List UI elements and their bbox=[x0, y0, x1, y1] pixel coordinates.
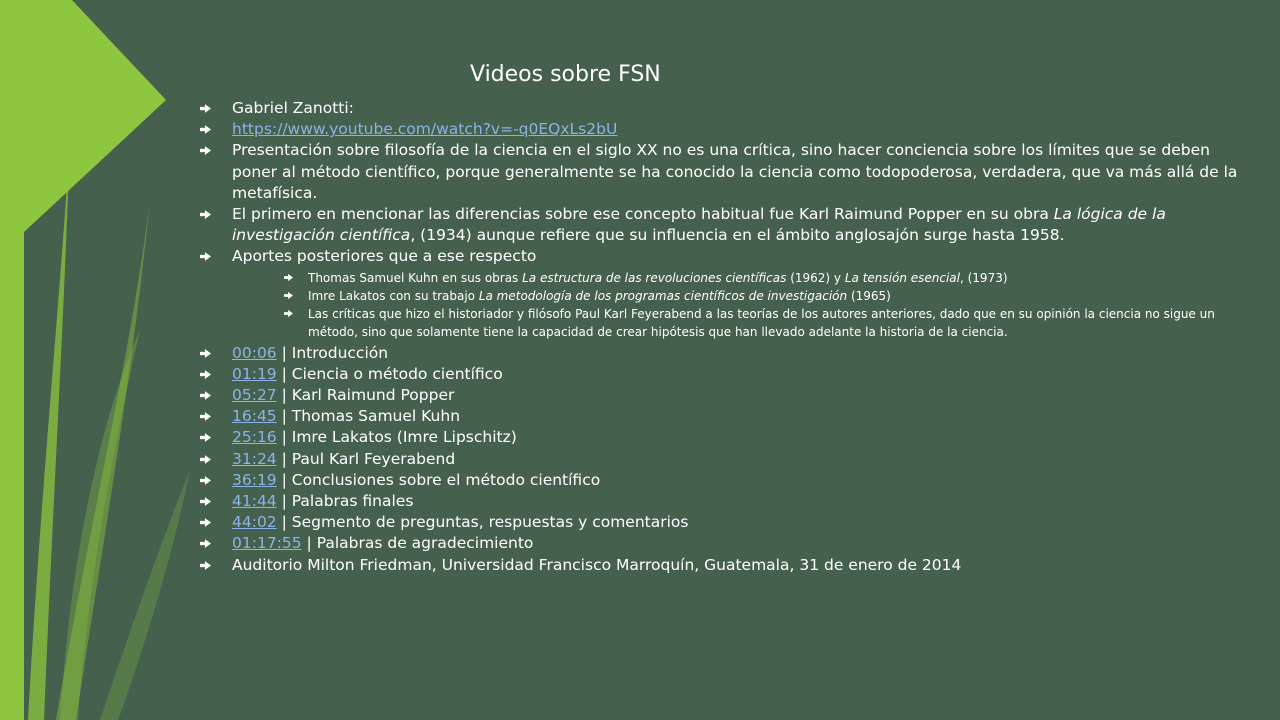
timestamp-link[interactable]: 25:16 bbox=[232, 428, 277, 447]
timestamp-link[interactable]: 01:19 bbox=[232, 364, 277, 383]
grass-blade bbox=[100, 470, 190, 720]
sub-list-item bbox=[280, 269, 1238, 287]
timestamp-item bbox=[198, 491, 1238, 512]
accent-wedge bbox=[24, 0, 166, 232]
timestamp-link[interactable]: 00:06 bbox=[232, 343, 277, 362]
popper-text-after: , (1934) aunque refiere que su influencia en el ámbito anglosajón surge hasta 1958. bbox=[410, 226, 1065, 245]
venue-text: Auditorio Milton Friedman, Universidad Francisco Marroquín, Guatemala, 31 de enero de 2014 bbox=[232, 555, 962, 574]
video-link[interactable]: https://www.youtube.com/watch?v=-q0EQxLs2bU bbox=[232, 120, 618, 139]
timestamp-label: | Thomas Samuel Kuhn bbox=[276, 407, 461, 426]
kuhn-after: , (1973) bbox=[959, 270, 1008, 285]
timestamp-label: | Palabras de agradecimiento bbox=[301, 534, 534, 553]
arrow-right-icon bbox=[200, 145, 211, 156]
list-item bbox=[198, 140, 1238, 204]
timestamp-link[interactable]: 44:02 bbox=[232, 513, 277, 532]
arrow-right-icon bbox=[200, 517, 211, 528]
timestamp-link[interactable]: 31:24 bbox=[232, 449, 277, 468]
list-item bbox=[198, 98, 1238, 119]
timestamp-label: | Conclusiones sobre el método científico bbox=[276, 470, 601, 489]
arrow-right-icon bbox=[200, 348, 211, 359]
lakatos-work: La metodología de los programas científicos de investigación bbox=[478, 288, 848, 303]
timestamp-link[interactable]: 01:17:55 bbox=[232, 534, 302, 553]
arrow-right-icon bbox=[284, 309, 293, 318]
slide-content bbox=[198, 98, 1238, 576]
slide-title: Videos sobre FSN bbox=[470, 62, 661, 87]
kuhn-before: Thomas Samuel Kuhn en sus obras bbox=[308, 270, 523, 285]
timestamp-label: | Ciencia o método científico bbox=[276, 364, 503, 383]
timestamp-item bbox=[198, 343, 1238, 364]
timestamp-label: | Segmento de preguntas, respuestas y comentarios bbox=[276, 513, 689, 532]
timestamp-item bbox=[198, 533, 1238, 554]
arrow-right-icon bbox=[200, 560, 211, 571]
arrow-right-icon bbox=[200, 369, 211, 380]
sub-list-item bbox=[280, 287, 1238, 305]
timestamp-label: | Introducción bbox=[276, 343, 389, 362]
arrow-right-icon bbox=[200, 475, 211, 486]
timestamp-label: | Karl Raimund Popper bbox=[276, 386, 455, 405]
kuhn-mid: (1962) y bbox=[786, 270, 845, 285]
timestamp-link[interactable]: 41:44 bbox=[232, 492, 277, 511]
list-item bbox=[198, 555, 1238, 576]
arrow-right-icon bbox=[284, 291, 293, 300]
timestamp-link[interactable]: 36:19 bbox=[232, 470, 277, 489]
arrow-right-icon bbox=[200, 251, 211, 262]
lakatos-after: (1965) bbox=[847, 288, 891, 303]
timestamp-item bbox=[198, 427, 1238, 448]
arrow-right-icon bbox=[200, 496, 211, 507]
timestamp-list bbox=[198, 343, 1238, 555]
speaker-text: Gabriel Zanotti: bbox=[232, 99, 354, 117]
timestamp-item bbox=[198, 385, 1238, 406]
popper-text-before: El primero en mencionar las diferencias sobre ese concepto habitual fue Karl Raimund Popper en su obra bbox=[232, 205, 1054, 224]
sub-bullet-list bbox=[232, 269, 1238, 341]
arrow-right-icon bbox=[200, 209, 211, 220]
timestamp-item bbox=[198, 512, 1238, 533]
arrow-right-icon bbox=[200, 538, 211, 549]
lakatos-before: Imre Lakatos con su trabajo bbox=[308, 288, 479, 303]
timestamp-link[interactable]: 16:45 bbox=[232, 407, 277, 426]
arrow-right-icon bbox=[200, 390, 211, 401]
timestamp-item bbox=[198, 449, 1238, 470]
timestamp-item bbox=[198, 406, 1238, 427]
list-item bbox=[198, 204, 1238, 246]
timestamp-label: | Imre Lakatos (Imre Lipschitz) bbox=[276, 428, 517, 447]
venue-list bbox=[198, 555, 1238, 576]
list-item bbox=[198, 119, 1238, 140]
timestamp-label: | Palabras finales bbox=[276, 492, 414, 511]
kuhn-work1: La estructura de las revoluciones científicas bbox=[522, 270, 787, 285]
sub-list-item bbox=[280, 305, 1238, 341]
feyerabend-text: Las críticas que hizo el historiador y filósofo Paul Karl Feyerabend a las teorías de los autores anteriores, dado que en su opinión la ciencia no sigue un método, sino que solamente tiene la capacidad de crear hipótesis que han llevado adelante la historia de la ciencia. bbox=[308, 306, 1215, 339]
grass-blade bbox=[28, 140, 70, 720]
arrow-right-icon bbox=[284, 273, 293, 282]
arrow-right-icon bbox=[200, 454, 211, 465]
list-item bbox=[198, 246, 1238, 340]
kuhn-work2: La tensión esencial bbox=[844, 270, 960, 285]
timestamp-item bbox=[198, 470, 1238, 491]
presentation-text: Presentación sobre filosofía de la ciencia en el siglo XX no es una crítica, sino hacer conciencia sobre los límites que se deben poner al método científico, porque generalmente se ha conocido la ciencia como todopoderosa, verdadera, que va más allá de la metafísica. bbox=[232, 141, 1238, 202]
arrow-right-icon bbox=[200, 432, 211, 443]
arrow-right-icon bbox=[200, 124, 211, 135]
aportes-text: Aportes posteriores que a ese respecto bbox=[232, 247, 537, 266]
arrow-right-icon bbox=[200, 103, 211, 114]
timestamp-label: | Paul Karl Feyerabend bbox=[276, 449, 456, 468]
bullet-list bbox=[198, 98, 1238, 341]
arrow-right-icon bbox=[200, 411, 211, 422]
left-accent-bar bbox=[0, 0, 24, 720]
timestamp-link[interactable]: 05:27 bbox=[232, 386, 277, 405]
popper-work-title: La lógica de la investigación científica bbox=[232, 205, 1166, 245]
timestamp-item bbox=[198, 364, 1238, 385]
